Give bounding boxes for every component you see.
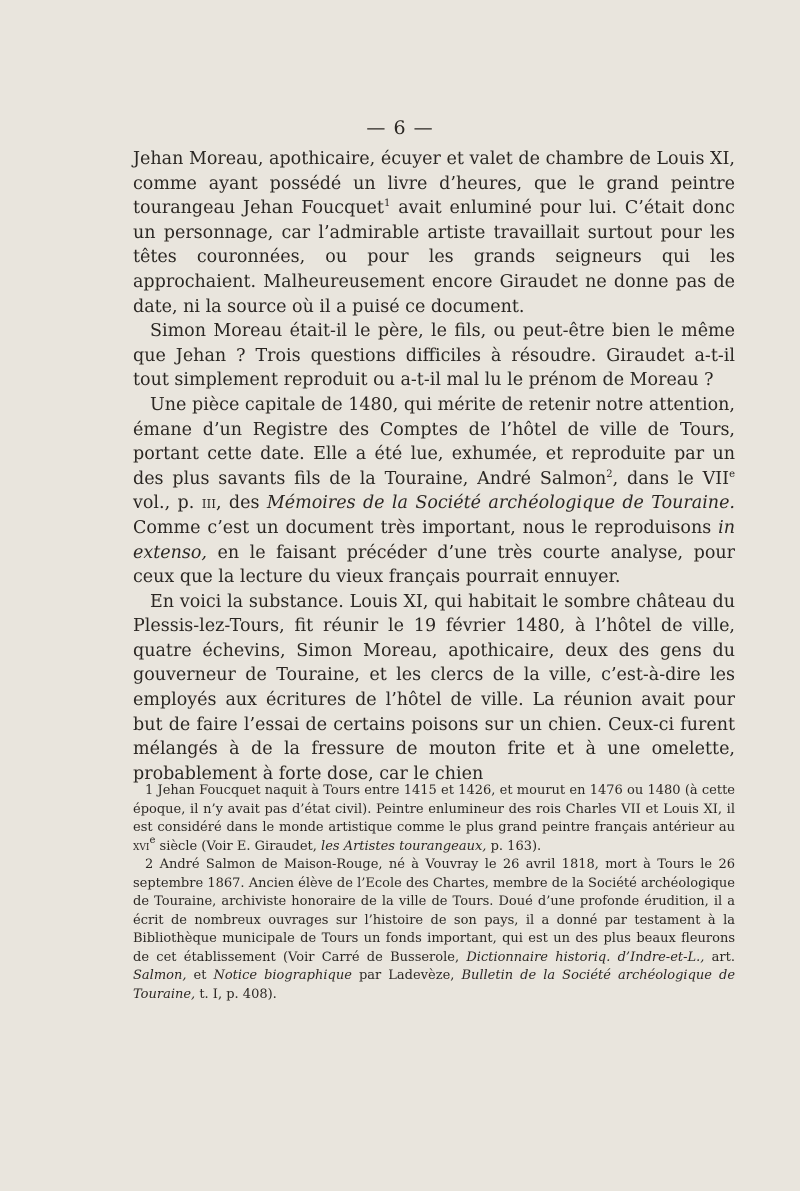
footnote-2-text-b: art. [704, 949, 735, 965]
paragraph-3-text-c: vol., p. [133, 493, 202, 514]
footnote-2 [133, 856, 735, 1004]
footnote-ref-1: 1 [383, 198, 391, 210]
footnotes [133, 782, 735, 1004]
paragraph-3-text-f: en le faisant précéder d’une très courte analyse, pour ceux que la lecture du vieux français pourrait ennuyer. [133, 542, 735, 588]
journal-title: Mémoires de la Société archéologique de Touraine. [266, 493, 735, 514]
footnote-1-text-b: siècle (Voir E. Giraudet, [155, 838, 322, 854]
century-numeral: xvi [133, 838, 150, 854]
footnote-2-text-a: 2 André Salmon de Maison-Rouge, né à Vouvray le 26 avril 1818, mort à Tours le 26 septembre 1867. Ancien élève de l’Ecole des Chartes, membre de la Société archéologique de Touraine, archiviste honoraire de la ville de Tours. Doué d’une profonde érudition, il a écrit de nombreux ouvrages sur l’histoire de son pays, il a donné par testament à la Bibliothèque municipale de Tours un fonds important, qui est un des plus beaux fleurons de cet établissement (Voir Carré de Busserole, [133, 857, 735, 965]
footnote-1-text-a: 1 Jehan Foucquet naquit à Tours entre 1415 et 1426, et mourut en 1476 ou 1480 (à cette époque, il n’y avait pas d’état civil). Peintre enlumineur des rois Charles VII et Louis XI, il est considéré dans le monde artistique comme le plus grand peintre français antérieur au [133, 783, 735, 835]
paragraph-3-text-a: Une pièce capitale de 1480, qui mérite de retenir notre attention, émane d’un Registre des Comptes de l’hôtel de ville de Tours, portant cette date. Elle a été lue, exhumée, et reproduite par un des plus savants fils de la Touraine, André Salmon [133, 394, 735, 489]
book-title: les Artistes tourangeaux, [321, 838, 487, 854]
footnote-2-text-d: par Ladevèze, [351, 968, 462, 983]
dictionary-title: Dictionnaire historiq. d’Indre-et-L., [466, 949, 705, 965]
footnote-ref-2: 2 [606, 468, 613, 480]
notice-title: Notice biographique [213, 968, 352, 983]
main-text [133, 147, 735, 786]
article-name: Salmon, [133, 968, 187, 983]
latin-phrase: in extenso, [133, 517, 735, 563]
paragraph-4: En voici la substance. Louis XI, qui habitait le sombre château du Plessis-lez-Tours, fit réunir le 19 février 1480, à l’hôtel de ville, quatre échevins, Simon Moreau, apothicaire, deux des gens du gouverneur de Touraine, et les clercs de la ville, c’est-à-dire les employés aux écritures de l’hôtel de ville. La réunion avait pour but de faire l’essai de certains poisons sur un chien. Ceux-ci furent mélangés à de la fressure de mouton frite et à une omelette, probablement à forte dose, car le chien [133, 591, 735, 784]
paragraph-3-text-e: Comme c’est un document très important, nous le reproduisons [133, 517, 719, 538]
page-roman-numeral: iii [201, 493, 216, 514]
page-number: — 6 — [366, 117, 434, 139]
paragraph-1 [133, 147, 735, 319]
paragraph-3-text-d: , des [215, 493, 267, 514]
footnote-1-text-c: p. 163). [486, 838, 542, 854]
footnote-2-text-e: t. I, p. 408). [195, 986, 277, 1002]
bulletin-title: Bulletin de la Société archéologique de Touraine, [133, 968, 736, 1002]
paragraph-1-text-a: Jehan Moreau, apothicaire, écuyer et valet de chambre de Louis XI, comme ayant possédé un livre d’heures, que le grand peintre tourangeau Jehan Foucquet [133, 149, 735, 219]
footnote-2-text-c: et [186, 968, 214, 983]
footnote-1 [133, 782, 735, 856]
century-superscript: e [149, 834, 156, 846]
paragraph-3-text-b: , dans le VII [612, 468, 730, 489]
ordinal-superscript: e [729, 468, 735, 480]
paragraph-1-text-b: avait enluminé pour lui. C’était donc un personnage, car l’admirable artiste travaillait surtout pour les têtes couronnées, ou pour les grands seigneurs qui les approchaient. Malheureusement encore Giraudet ne donne pas de date, ni la source où il a puisé ce document. [133, 198, 735, 317]
paragraph-3 [133, 393, 735, 590]
paragraph-2: Simon Moreau était-il le père, le fils, ou peut-être bien le même que Jehan ? Trois questions difficiles à résoudre. Giraudet a-t-il tout simplement reproduit ou a-t-il mal lu le prénom de Moreau ? [133, 321, 735, 391]
